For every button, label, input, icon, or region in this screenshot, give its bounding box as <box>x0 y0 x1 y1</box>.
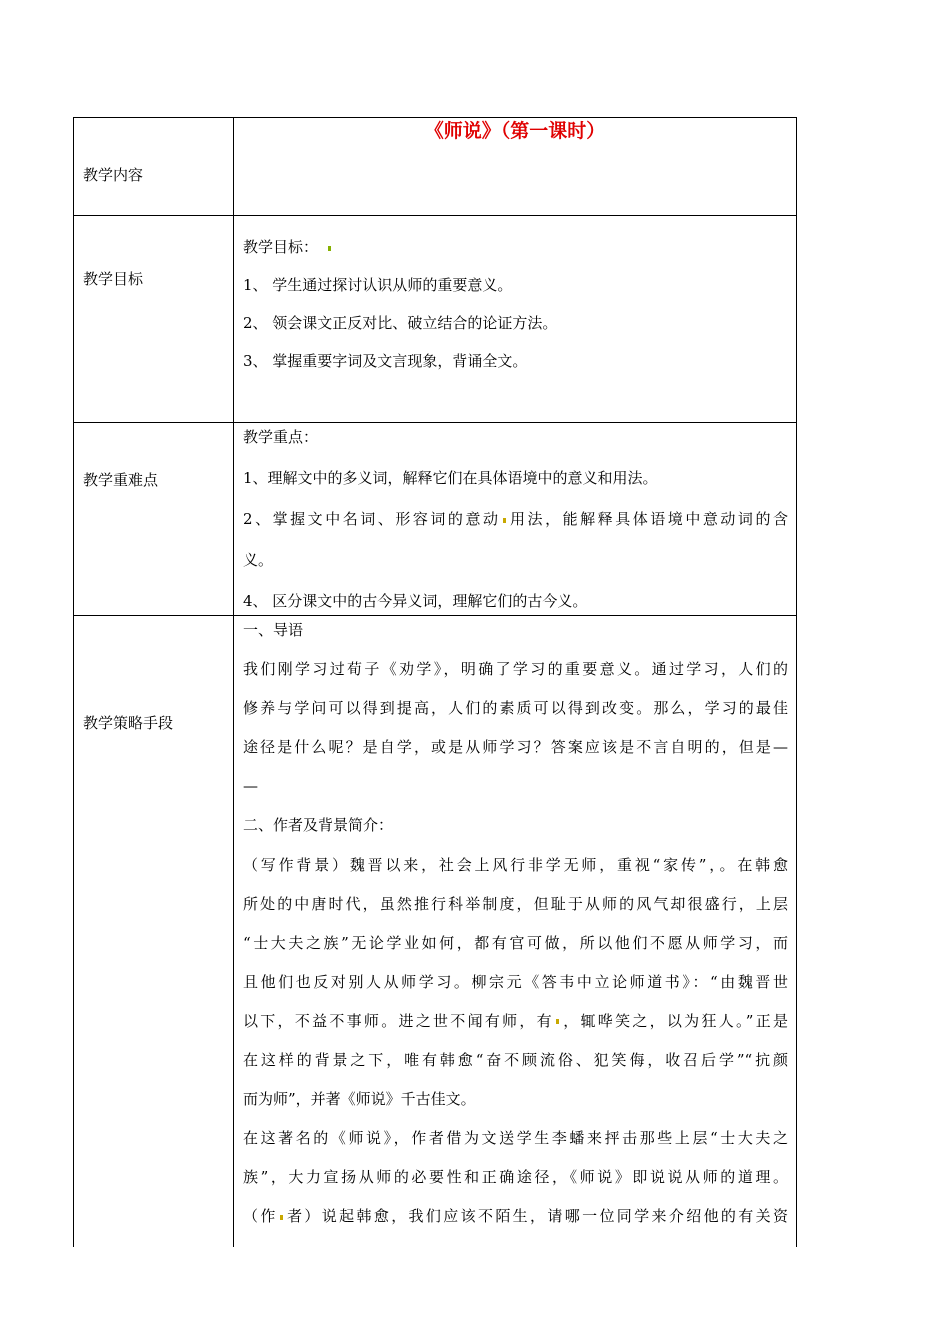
background-line: 在这样的背景之下，唯有韩愈“奋不顾流俗、犯笑侮，收召后学”“抗颜 <box>243 1051 788 1070</box>
row-label-strategy: 教学策略手段 <box>83 714 174 732</box>
mark-dot <box>280 1215 283 1220</box>
keypoints-cell <box>243 417 788 622</box>
lesson-title: 《师说》（第一课时） <box>424 120 606 142</box>
background-line: （写作背景）魏晋以来，社会上风行非学无师，重视“家传”，。在韩愈 <box>243 855 788 874</box>
intro-line: 途径是什么呢？是自学，或是从师学习？答案应该是不言自明的，但是— <box>243 738 788 757</box>
goals-heading: 教学目标： <box>243 228 788 266</box>
keypoint-item: 4、 区分课文中的古今异义词，理解它们的古今义。 <box>243 592 588 610</box>
background-line: 以下，不益不事师。进之世不闻有师，有 ，辄哗笑之，以为狂人。”正是 <box>243 1011 788 1030</box>
keypoints-heading: 教学重点： <box>243 428 319 446</box>
background-heading: 二、作者及背景简介： <box>243 816 394 835</box>
paragraph-line: 在这著名的《师说》，作者借为文送学生李蟠来抨击那些上层“士大夫之 <box>243 1129 788 1148</box>
goal-item: 3、 掌握重要字词及文言现象，背诵全文。 <box>243 352 528 370</box>
mark-dot <box>503 518 506 523</box>
background-line: “士大夫之族”无论学业如何，都有官可做，所以他们不愿从师学习，而 <box>243 933 788 952</box>
intro-line: 修养与学问可以得到提高，人们的素质可以得到改变。那么，学习的最佳 <box>243 699 788 718</box>
goals-cell <box>243 228 788 380</box>
row-label-goals: 教学目标 <box>83 270 144 288</box>
row-divider <box>73 215 797 216</box>
intro-heading: 一、导语 <box>243 621 304 639</box>
keypoint-item: 2、掌握文中名词、形容词的意动 用法，能解释具体语境中意动词的含 <box>243 510 788 528</box>
background-line: 所处的中唐时代，虽然推行科举制度，但耻于从师的风气却很盛行，上层 <box>243 894 788 913</box>
author-line: （作 者）说起韩愈，我们应该不陌生，请哪一位同学来介绍他的有关资 <box>243 1207 788 1226</box>
background-line: 而为师”，并著《师说》千古佳文。 <box>243 1090 476 1109</box>
strategy-cell <box>243 611 788 1237</box>
mark-dot <box>328 246 331 251</box>
mark-dot <box>556 1019 559 1024</box>
intro-line: 我们刚学习过荀子《劝学》，明确了学习的重要意义。通过学习，人们的 <box>243 660 788 679</box>
goal-item: 1、 学生通过探讨认识从师的重要意义。 <box>243 276 513 294</box>
column-divider <box>233 117 234 1247</box>
row-label-keypoints: 教学重难点 <box>83 471 159 489</box>
intro-line: — <box>243 777 258 796</box>
keypoint-item-cont: 义。 <box>243 551 274 569</box>
row-label-content: 教学内容 <box>83 166 144 184</box>
paragraph-line: 族”，大力宣扬从师的必要性和正确途径，《师说》即说说从师的道理。 <box>243 1168 788 1187</box>
goal-item: 2、 领会课文正反对比、破立结合的论证方法。 <box>243 314 558 332</box>
background-line: 且他们也反对别人从师学习。柳宗元《答韦中立论师道书》：“由魏晋世 <box>243 972 788 991</box>
keypoint-item: 1、理解文中的多义词，解释它们在具体语境中的意义和用法。 <box>243 469 658 487</box>
